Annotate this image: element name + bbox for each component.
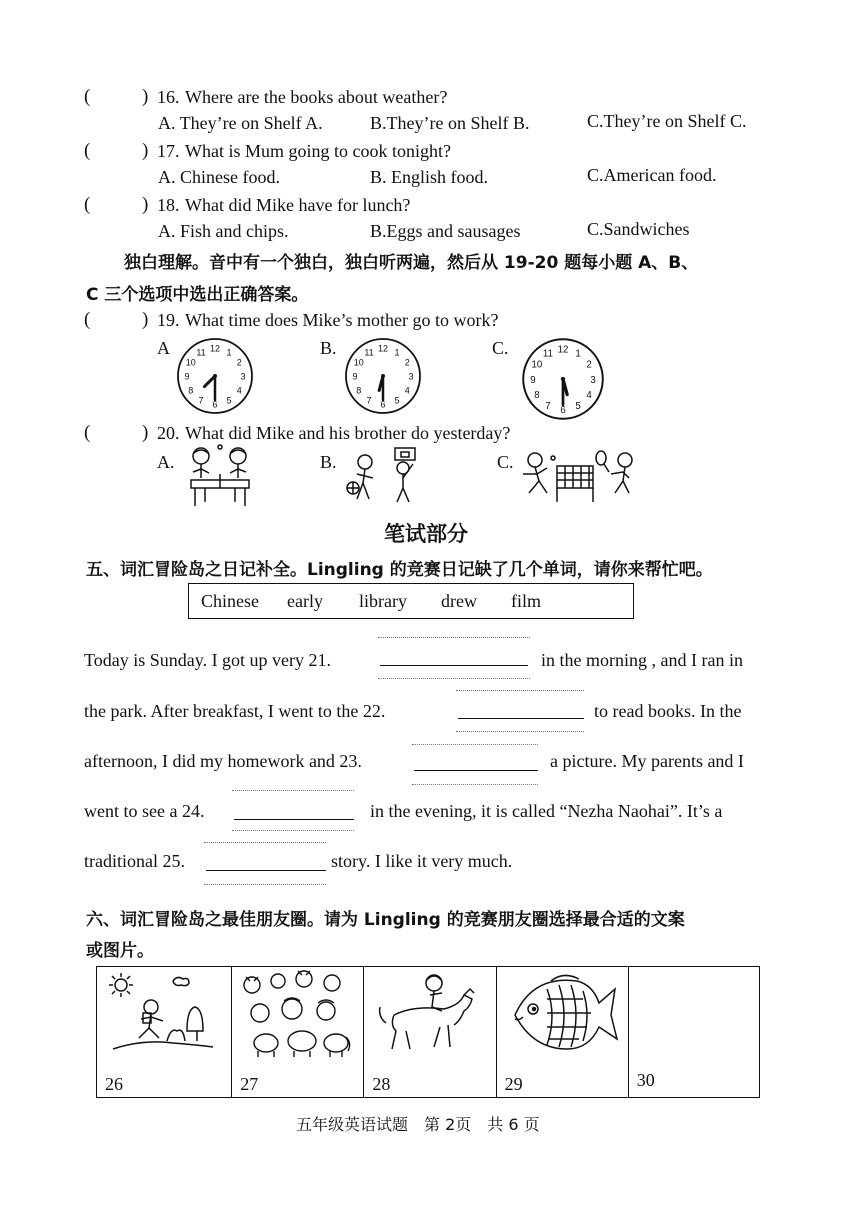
picture-grid — [96, 966, 760, 1098]
diary-line-22-before: the park. After breakfast, I went to the 22. — [84, 701, 386, 721]
word-bank-word: Chinese — [201, 591, 259, 611]
blank-21[interactable] — [380, 665, 528, 666]
page-footer: 五年级英语试题 第 2页 共 6 页 — [296, 1115, 540, 1134]
clock-numeral: 10 — [353, 357, 364, 368]
option-a-label: A. — [157, 452, 175, 472]
clock-numeral: 4 — [236, 385, 242, 396]
clock-b-icon — [343, 336, 423, 416]
diary-line-23-after: a picture. My parents and I — [550, 751, 744, 771]
zoo-animals-icon — [238, 969, 356, 1061]
option-c-label: C. — [497, 452, 514, 472]
answer-paren-close: ) — [142, 194, 149, 215]
answer-paren-open: ( — [84, 422, 91, 443]
question-text: Where are the books about weather? — [185, 87, 448, 107]
option-c: C.They’re on Shelf C. — [587, 111, 747, 131]
picture-cell-27[interactable] — [232, 967, 364, 1097]
word-bank-word: early — [287, 591, 323, 611]
clock-numeral: 7 — [366, 395, 372, 406]
question-text: What did Mike have for lunch? — [185, 195, 411, 215]
diary-line-24-after: in the evening, it is called “Nezha Naohai”. It’s a — [370, 801, 723, 821]
clock-numeral: 3 — [240, 371, 246, 382]
clock-center — [561, 377, 565, 381]
word-bank-word: drew — [441, 591, 477, 611]
written-part-title: 笔试部分 — [384, 522, 468, 546]
option-b: B.They’re on Shelf B. — [370, 113, 530, 133]
clock-a-icon — [175, 336, 255, 416]
answer-paren-open: ( — [84, 86, 91, 107]
diary-line-23-before: afternoon, I did my homework and 23. — [84, 751, 362, 771]
word-bank-word: library — [359, 591, 407, 611]
clock-numeral: 2 — [236, 357, 242, 368]
word-bank-word: film — [511, 591, 541, 611]
option-a-label: A — [157, 338, 170, 358]
question-number: 17. — [157, 141, 180, 161]
clock-numeral: 5 — [394, 395, 400, 406]
clock-numeral: 5 — [226, 395, 232, 406]
monologue-instruction-line2: C 三个选项中选出正确答案。 — [86, 285, 309, 305]
clock-numeral: 8 — [534, 389, 540, 401]
question-text: What time does Mike’s mother go to work? — [185, 310, 499, 330]
picture-cell-29[interactable] — [497, 967, 629, 1097]
badminton-icon — [513, 446, 641, 508]
option-c: C.American food. — [587, 165, 717, 185]
monologue-instruction-line1: 独白理解。音中有一个独白，独白听两遍，然后从 19-20 题每小题 A、B、 — [124, 253, 699, 273]
hour-hand — [204, 376, 215, 387]
diary-line-21-before: Today is Sunday. I got up very 21. — [84, 650, 332, 670]
cell-number: 29 — [504, 1074, 523, 1094]
basketball-icon — [343, 444, 428, 512]
table-tennis-icon — [183, 442, 258, 512]
clock-numeral: 1 — [575, 348, 581, 360]
blank-25[interactable] — [206, 870, 326, 871]
clock-numeral: 8 — [188, 385, 194, 396]
clock-numeral: 11 — [542, 348, 553, 360]
picture-cell-30[interactable] — [629, 967, 759, 1097]
answer-paren-open: ( — [84, 194, 91, 215]
clock-center — [213, 374, 217, 378]
clock-numeral: 2 — [586, 359, 592, 371]
clock-numeral: 10 — [531, 359, 543, 371]
cell-number: 27 — [240, 1074, 259, 1094]
picture-cell-28[interactable] — [364, 967, 496, 1097]
option-b: B. English food. — [370, 167, 489, 187]
cell-number: 30 — [636, 1070, 655, 1090]
section5-heading: 五、词汇冒险岛之日记补全。Lingling 的竞赛日记缺了几个单词，请你来帮忙吧。 — [86, 560, 713, 580]
answer-paren-close: ) — [142, 140, 149, 161]
option-c: C.Sandwiches — [587, 219, 690, 239]
question-text: What is Mum going to cook tonight? — [185, 141, 451, 161]
answer-paren-close: ) — [142, 86, 149, 107]
question-number: 20. — [157, 423, 180, 443]
answer-paren-close: ) — [142, 422, 149, 443]
question-text: What did Mike and his brother do yesterday? — [185, 423, 511, 443]
answer-paren-open: ( — [84, 140, 91, 161]
clock-numeral: 12 — [209, 343, 221, 354]
option-b-label: B. — [320, 338, 337, 358]
clock-numeral: 11 — [364, 347, 374, 358]
diary-line-22-after: to read books. In the — [594, 701, 742, 721]
clock-numeral: 6 — [560, 404, 566, 416]
clock-center — [381, 374, 385, 378]
cell-number: 26 — [105, 1074, 123, 1094]
clock-numeral: 7 — [545, 400, 551, 412]
word-bank — [188, 583, 634, 619]
clock-numeral: 1 — [394, 347, 400, 358]
boy-hiking-icon — [107, 971, 217, 1061]
clock-c-icon — [520, 336, 606, 422]
clock-numeral: 9 — [184, 371, 190, 382]
option-b: B.Eggs and sausages — [370, 221, 521, 241]
option-a: A. They’re on Shelf A. — [158, 113, 323, 133]
diary-line-25-after: story. I like it very much. — [331, 851, 513, 871]
blank-22[interactable] — [458, 718, 584, 719]
option-a: A. Fish and chips. — [158, 221, 289, 241]
option-c-label: C. — [492, 338, 509, 358]
answer-paren-open: ( — [84, 309, 91, 330]
question-number: 18. — [157, 195, 180, 215]
option-b-label: B. — [320, 452, 337, 472]
clock-numeral: 7 — [198, 395, 204, 406]
cell-number: 28 — [372, 1074, 391, 1094]
diary-line-21-after: in the morning , and I ran in — [541, 650, 743, 670]
clock-numeral: 5 — [575, 400, 581, 412]
section6-heading-line1: 六、词汇冒险岛之最佳朋友圈。请为 Lingling 的竞赛朋友圈选择最合适的文案 — [86, 910, 685, 930]
clock-numeral: 4 — [586, 389, 592, 401]
clock-numeral: 9 — [530, 374, 536, 386]
clock-numeral: 1 — [226, 347, 232, 358]
clock-numeral: 10 — [185, 357, 196, 368]
clock-numeral: 8 — [356, 385, 362, 396]
blank-24[interactable] — [234, 819, 354, 820]
clock-numeral: 12 — [377, 343, 389, 354]
picture-cell-26[interactable] — [97, 967, 232, 1097]
clock-numeral: 2 — [404, 357, 410, 368]
section6-heading-line2: 或图片。 — [86, 941, 154, 961]
clock-numeral: 6 — [380, 399, 386, 410]
clock-numeral: 4 — [404, 385, 410, 396]
question-number: 16. — [157, 87, 180, 107]
blank-23[interactable] — [414, 770, 538, 771]
clock-numeral: 3 — [408, 371, 414, 382]
diary-line-24-before: went to see a 24. — [84, 801, 205, 821]
horse-riding-icon — [372, 971, 488, 1061]
clock-numeral: 9 — [352, 371, 358, 382]
clock-numeral: 6 — [212, 399, 218, 410]
clock-numeral: 3 — [590, 374, 596, 386]
question-number: 19. — [157, 310, 180, 330]
clock-numeral: 12 — [557, 344, 569, 356]
diary-line-25-before: traditional 25. — [84, 851, 185, 871]
answer-paren-close: ) — [142, 309, 149, 330]
clock-numeral: 11 — [196, 347, 206, 358]
fish-icon — [507, 969, 619, 1059]
option-a: A. Chinese food. — [158, 167, 280, 187]
